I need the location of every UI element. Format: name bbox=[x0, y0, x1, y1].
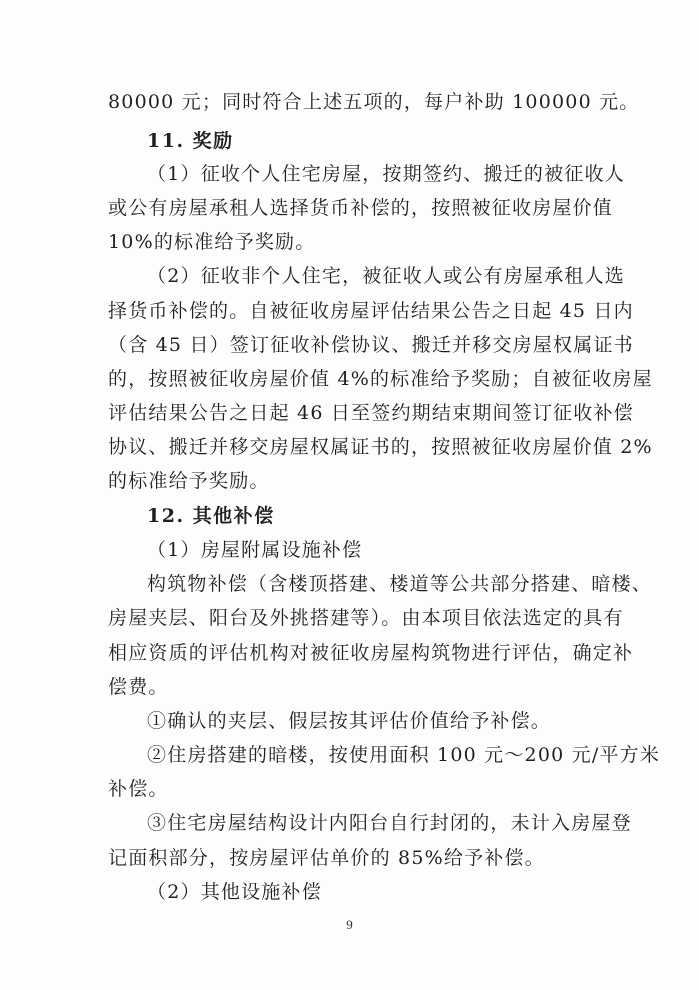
list-item: ②住房搭建的暗楼，按使用面积 100 元～200 元/平方米 bbox=[147, 744, 661, 766]
list-item: ③住宅房屋结构设计内阳台自行封闭的，未计入房屋登 bbox=[147, 812, 632, 834]
subsection-heading: （2）其他设施补偿 bbox=[147, 881, 322, 903]
text-line: 择货币补偿的。自被征收房屋评估结果公告之日起 45 日内 bbox=[108, 300, 634, 322]
text-line: 补偿。 bbox=[108, 778, 169, 800]
text-line: 房屋夹层、阳台及外挑搭建等）。由本项目依法选定的具有 bbox=[108, 607, 624, 629]
section-heading-12: 12. 其他补偿 bbox=[147, 505, 275, 527]
text-line: （1）征收个人住宅房屋，按期签约、搬迁的被征收人 bbox=[147, 163, 625, 185]
text-line: 评估结果公告之日起 46 日至签约期结束期间签订征收补偿 bbox=[108, 402, 634, 424]
text-line: 10%的标准给予奖励。 bbox=[108, 231, 316, 253]
section-heading-11: 11. 奖励 bbox=[147, 130, 234, 152]
text-line: 记面积部分，按房屋评估单价的 85%给予补偿。 bbox=[108, 847, 545, 869]
text-line: 80000 元；同时符合上述五项的，每户补助 100000 元。 bbox=[108, 91, 640, 113]
text-line: 相应资质的评估机构对被征收房屋构筑物进行评估，确定补 bbox=[108, 642, 634, 664]
text-line: 或公有房屋承租人选择货币补偿的，按照被征收房屋价值 bbox=[108, 197, 614, 219]
text-line: 协议、搬迁并移交房屋权属证书的，按照被征收房屋价值 2% bbox=[108, 436, 653, 458]
text-line: 构筑物补偿（含楼顶搭建、楼道等公共部分搭建、暗楼、 bbox=[147, 573, 653, 595]
text-line: （2）征收非个人住宅，被征收人或公有房屋承租人选 bbox=[147, 265, 625, 287]
text-line: 的标准给予奖励。 bbox=[108, 470, 270, 492]
list-item: ①确认的夹层、假层按其评估价值给予补偿。 bbox=[147, 710, 552, 732]
text-line: 偿费。 bbox=[108, 676, 169, 698]
page-number: 9 bbox=[346, 917, 353, 932]
text-line: （含 45 日）签订征收补偿协议、搬迁并移交房屋权属证书 bbox=[108, 334, 634, 356]
subsection-heading: （1）房屋附属设施补偿 bbox=[147, 539, 363, 561]
text-line: 的，按照被征收房屋价值 4%的标准给予奖励；自被征收房屋 bbox=[108, 368, 653, 390]
